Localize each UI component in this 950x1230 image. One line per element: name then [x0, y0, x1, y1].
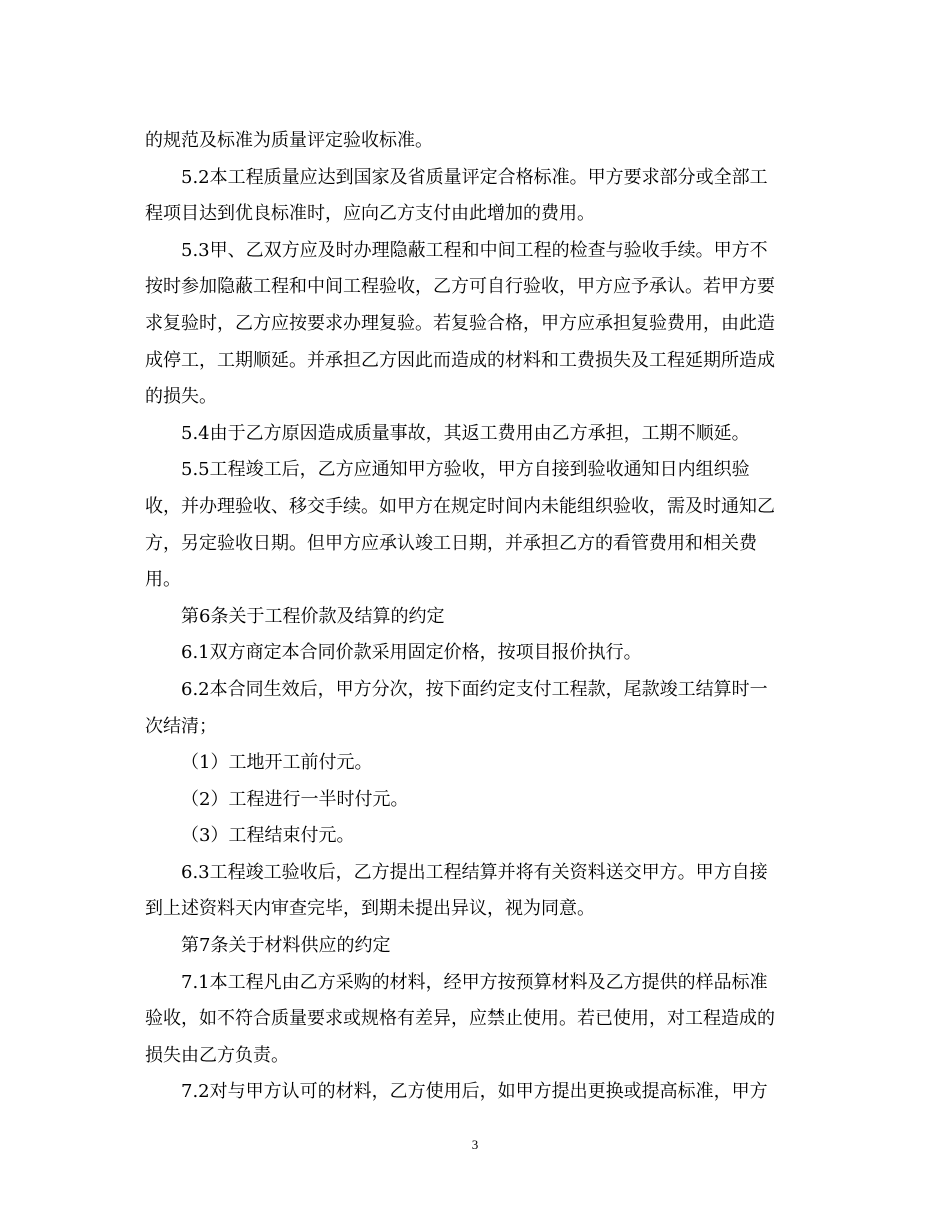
text-line: 用。 [145, 569, 181, 591]
text-line: 5.4由于乙方原因造成质量事故，其返工费用由乙方承担，工期不顺延。 [181, 422, 750, 444]
text-line: 7.2对与甲方认可的材料，乙方使用后，如甲方提出更换或提高标准，甲方 [181, 1081, 768, 1103]
list-item [145, 818, 805, 855]
text-line: 第7条关于材料供应的约定 [181, 935, 391, 957]
text-line: 6.2本合同生效后，甲方分次，按下面约定支付工程款，尾款竣工结算时一 [181, 678, 768, 700]
text-line: 到上述资料天内审查完毕，到期未提出异议，视为同意。 [145, 898, 595, 920]
paragraph [145, 855, 805, 928]
text-line: 成停工，工期顺延。并承担乙方因此而造成的材料和工费损失及工程延期所造成 [145, 349, 775, 371]
page-number: 3 [471, 1137, 479, 1152]
text-line: 求复验时，乙方应按要求办理复验。若复验合格，甲方应承担复验费用，由此造 [145, 312, 775, 334]
paragraph [145, 635, 805, 672]
paragraph [145, 416, 805, 453]
list-item [145, 745, 805, 782]
text-line: （3）工程结束付元。 [181, 825, 355, 847]
paragraph [145, 233, 805, 416]
section-heading [145, 928, 805, 965]
paragraph [145, 1074, 805, 1111]
text-line: 6.3工程竣工验收后，乙方提出工程结算并将有关资料送交甲方。甲方自接 [181, 861, 768, 883]
paragraph [145, 452, 805, 598]
text-line: 的损失。 [145, 386, 217, 408]
paragraph [145, 672, 805, 745]
text-line: 验收，如不符合质量要求或规格有差异，应禁止使用。若已使用，对工程造成的 [145, 1008, 775, 1030]
text-line: 次结清； [145, 715, 217, 737]
paragraph [145, 160, 805, 233]
text-line: 第6条关于工程价款及结算的约定 [181, 605, 445, 627]
text-line: 程项目达到优良标准时，应向乙方支付由此增加的费用。 [145, 203, 595, 225]
text-line: 方，另定验收日期。但甲方应承认竣工日期，并承担乙方的看管费用和相关费 [145, 532, 757, 554]
text-line: 收，并办理验收、移交手续。如甲方在规定时间内未能组织验收，需及时通知乙 [145, 495, 775, 517]
text-line: （1）工地开工前付元。 [181, 752, 373, 774]
list-item [145, 782, 805, 819]
text-line: 5.5工程竣工后，乙方应通知甲方验收，甲方自接到验收通知日内组织验 [181, 459, 750, 481]
text-line: 7.1本工程凡由乙方采购的材料，经甲方按预算材料及乙方提供的样品标准 [181, 971, 768, 993]
text-line: 5.2本工程质量应达到国家及省质量评定合格标准。甲方要求部分或全部工 [181, 166, 768, 188]
paragraph [145, 123, 805, 160]
text-line: 按时参加隐蔽工程和中间工程验收，乙方可自行验收，甲方应予承认。若甲方要 [145, 276, 775, 298]
text-line: 6.1双方商定本合同价款采用固定价格，按项目报价执行。 [181, 642, 642, 664]
text-line: 损失由乙方负责。 [145, 1044, 289, 1066]
text-line: 5.3甲、乙双方应及时办理隐蔽工程和中间工程的检查与验收手续。甲方不 [181, 239, 768, 261]
section-heading [145, 599, 805, 636]
text-line: （2）工程进行一半时付元。 [181, 788, 409, 810]
paragraph [145, 965, 805, 1075]
text-line: 的规范及标准为质量评定验收标准。 [145, 130, 433, 151]
document-body [145, 123, 805, 1111]
